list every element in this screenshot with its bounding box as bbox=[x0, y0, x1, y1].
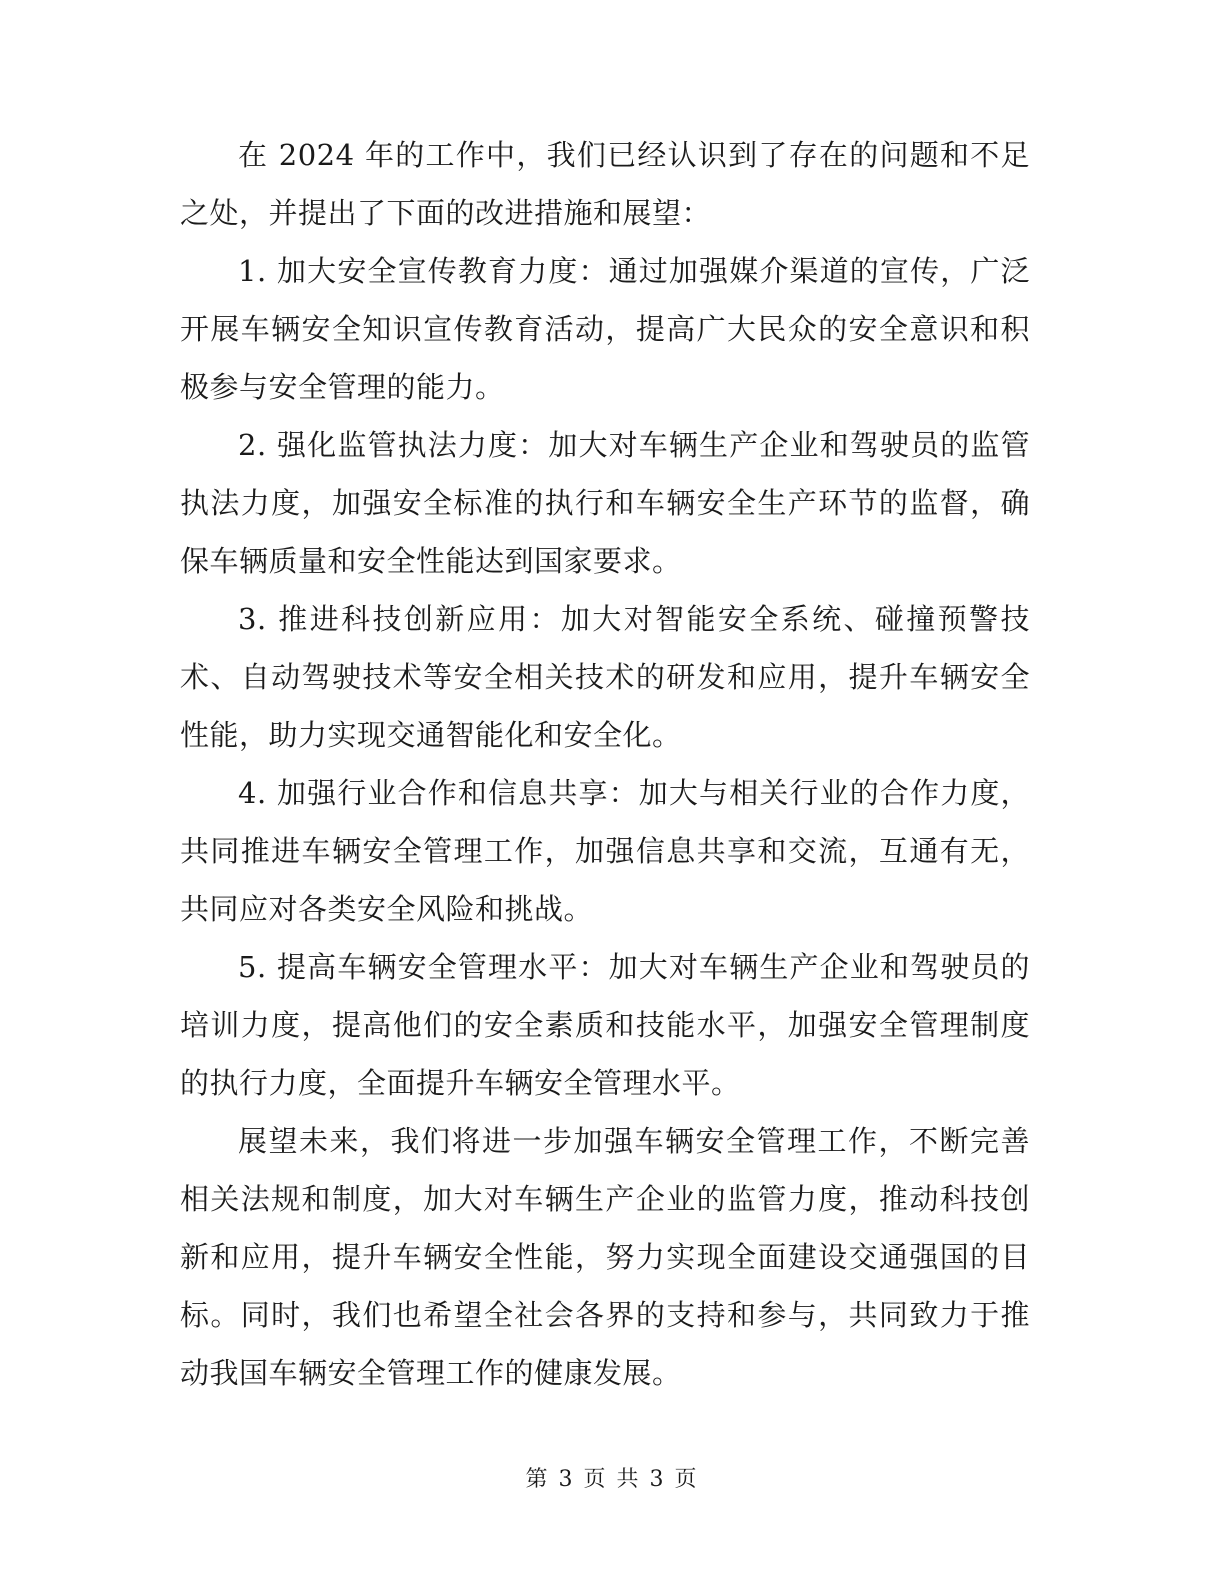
list-item-3: 3. 推进科技创新应用：加大对智能安全系统、碰撞预警技术、自动驾驶技术等安全相关技术的研发和应用，提升车辆安全性能，助力实现交通智能化和安全化。 bbox=[180, 602, 1030, 752]
list-item-4: 4. 加强行业合作和信息共享：加大与相关行业的合作力度，共同推进车辆安全管理工作，加强信息共享和交流，互通有无，共同应对各类安全风险和挑战。 bbox=[180, 776, 1030, 926]
list-item-1: 1. 加大安全宣传教育力度：通过加强媒介渠道的宣传，广泛开展车辆安全知识宣传教育活动，提高广大民众的安全意识和积极参与安全管理的能力。 bbox=[180, 254, 1030, 404]
list-item-2: 2. 强化监管执法力度：加大对车辆生产企业和驾驶员的监管执法力度，加强安全标准的执行和车辆安全生产环节的监督，确保车辆质量和安全性能达到国家要求。 bbox=[180, 428, 1030, 578]
page-number-footer: 第 3 页 共 3 页 bbox=[525, 1467, 699, 1492]
intro-paragraph: 在 2024 年的工作中，我们已经认识到了存在的问题和不足之处，并提出了下面的改进措施和展望： bbox=[180, 138, 1030, 230]
outlook-paragraph: 展望未来，我们将进一步加强车辆安全管理工作，不断完善相关法规和制度，加大对车辆生产企业的监管力度，推动科技创新和应用，提升车辆安全性能，努力实现全面建设交通强国的目标。同时，我们也希望全社会各界的支持和参与，共同致力于推动我国车辆安全管理工作的健康发展。 bbox=[180, 1124, 1030, 1390]
list-item-5: 5. 提高车辆安全管理水平：加大对车辆生产企业和驾驶员的培训力度，提高他们的安全素质和技能水平，加强安全管理制度的执行力度，全面提升车辆安全管理水平。 bbox=[180, 950, 1030, 1100]
document-body bbox=[180, 126, 1030, 1402]
